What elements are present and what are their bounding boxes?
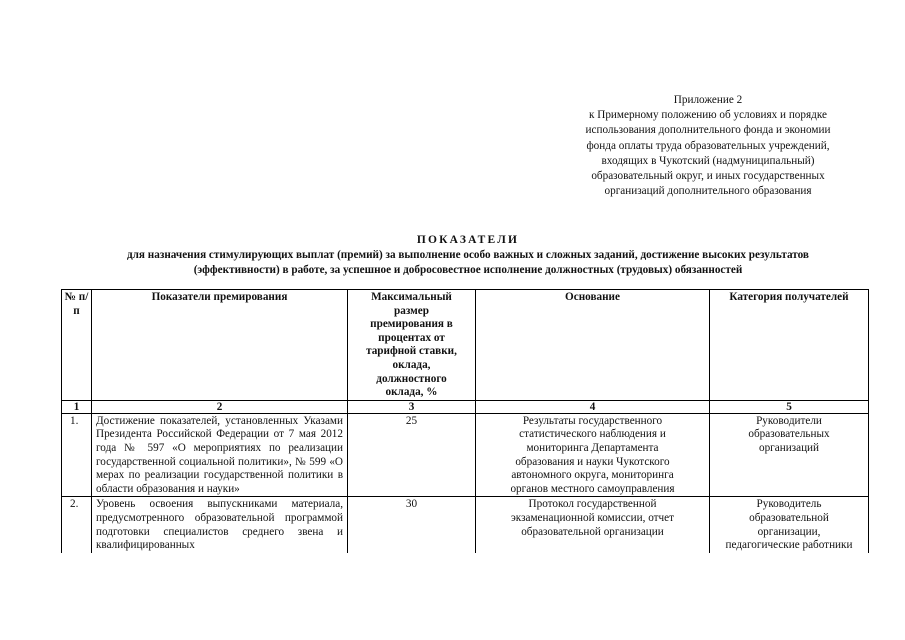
header-max-size: Максимальный размер премирования в процентах от тарифной ставки, оклада, должностного оклада, % bbox=[348, 290, 476, 401]
subtitle-line: (эффективности) в работе, за успешное и добросовестное исполнение должностных (трудовых) обязанностей bbox=[193, 264, 743, 276]
row-category: Руководитель образовательной организации, педагогические работники bbox=[710, 497, 869, 553]
column-numbers-row bbox=[62, 400, 869, 413]
appendix-line: к Примерному положению об условиях и порядке bbox=[589, 109, 827, 122]
row-max-size: 25 bbox=[348, 413, 476, 497]
row-indicator: Достижение показателей, установленных Указами Президента Российской Федерации от 7 мая 2012 года № 597 «О мероприятиях по реализации государственной социальной политики», № 599 «О мерах по реализации государственной политики в области образования и науки» bbox=[92, 413, 348, 497]
row-basis: Протокол государственной экзаменационной комиссии, отчет образовательной организации bbox=[476, 497, 710, 553]
column-number: 1 bbox=[62, 400, 92, 413]
document-subtitle bbox=[28, 248, 905, 278]
row-num: 1. bbox=[62, 413, 92, 497]
document-title: ПОКАЗАТЕЛИ bbox=[416, 234, 520, 246]
header-basis: Основание bbox=[476, 290, 710, 401]
table-row bbox=[62, 413, 869, 497]
appendix-header bbox=[558, 93, 858, 199]
indicators-table bbox=[61, 289, 869, 553]
appendix-line: образовательный округ, и иных государственных bbox=[591, 170, 825, 183]
column-number: 4 bbox=[476, 400, 710, 413]
appendix-line: входящих в Чукотский (надмуниципальный) bbox=[601, 154, 815, 167]
appendix-line: фонда оплаты труда образовательных учреждений, bbox=[586, 139, 830, 152]
column-number: 5 bbox=[710, 400, 869, 413]
column-number: 3 bbox=[348, 400, 476, 413]
row-indicator: Уровень освоения выпускниками материала, предусмотренного образовательной программой подготовки специалистов среднего звена и квалифицированных bbox=[92, 497, 348, 553]
row-category: Руководители образовательных организаций bbox=[710, 413, 869, 497]
table-row bbox=[62, 497, 869, 553]
header-category: Категория получателей bbox=[710, 290, 869, 401]
appendix-line: организаций дополнительного образования bbox=[604, 185, 812, 198]
row-num: 2. bbox=[62, 497, 92, 553]
header-num: № п/п bbox=[62, 290, 92, 401]
appendix-line: Приложение 2 bbox=[673, 94, 743, 106]
subtitle-line: для назначения стимулирующих выплат (премий) за выполнение особо важных и сложных заданий, достижение высоких результатов bbox=[127, 249, 809, 261]
header-indicator: Показатели премирования bbox=[92, 290, 348, 401]
column-number: 2 bbox=[92, 400, 348, 413]
appendix-line: использования дополнительного фонда и экономии bbox=[585, 124, 831, 137]
row-basis: Результаты государственного статистического наблюдения и мониторинга Департамента образования и науки Чукотского автономного округа, мониторинга органов местного самоуправления bbox=[476, 413, 710, 497]
row-max-size: 30 bbox=[348, 497, 476, 553]
table-header-row bbox=[62, 290, 869, 401]
